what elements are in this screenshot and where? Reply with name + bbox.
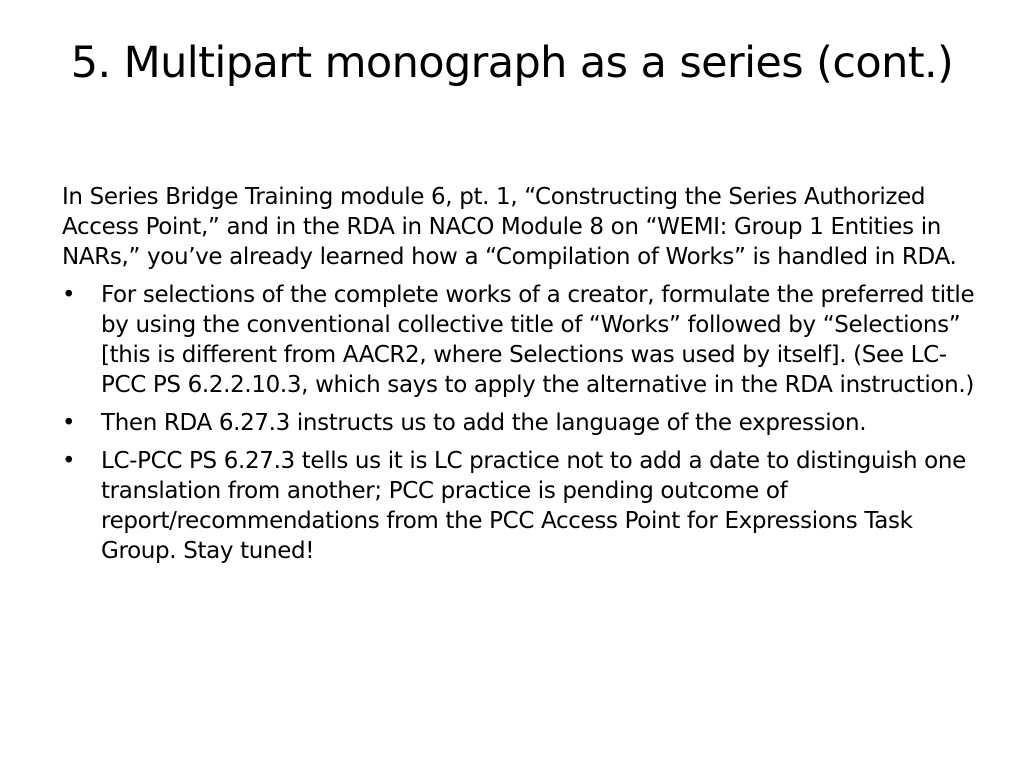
slide-title: 5. Multipart monograph as a series (cont.)	[70, 38, 954, 88]
bullet-item	[62, 280, 982, 400]
bullet-list	[62, 280, 982, 566]
bullet-dot-icon: •	[62, 282, 76, 308]
bullet-text: For selections of the complete works of a creator, formulate the preferred title by using the conventional collective title of “Works” followed by “Selections” [this is different from AACR2, where Selections was used by itself]. (See LC-PCC PS 6.2.2.10.3, which says to apply the alternative in the RDA instruction.)	[101, 282, 975, 398]
bullet-item	[62, 446, 982, 566]
bullet-text: LC-PCC PS 6.27.3 tells us it is LC practice not to add a date to distinguish one translation from another; PCC practice is pending outcome of report/recommendations from the PCC Access Point for Expressions Task Group. Stay tuned!	[101, 448, 966, 564]
bullet-text: Then RDA 6.27.3 instructs us to add the language of the expression.	[101, 410, 867, 436]
intro-paragraph: In Series Bridge Training module 6, pt. 1, “Constructing the Series Authorized Access Point,” and in the RDA in NACO Module 8 on “WEMI: Group 1 Entities in NARs,” you’ve already learned how a “Compilation of Works” is handled in RDA.	[62, 184, 957, 270]
bullet-dot-icon: •	[62, 410, 76, 436]
bullet-dot-icon: •	[62, 448, 76, 474]
slide-body	[62, 182, 982, 574]
bullet-item	[62, 408, 982, 438]
